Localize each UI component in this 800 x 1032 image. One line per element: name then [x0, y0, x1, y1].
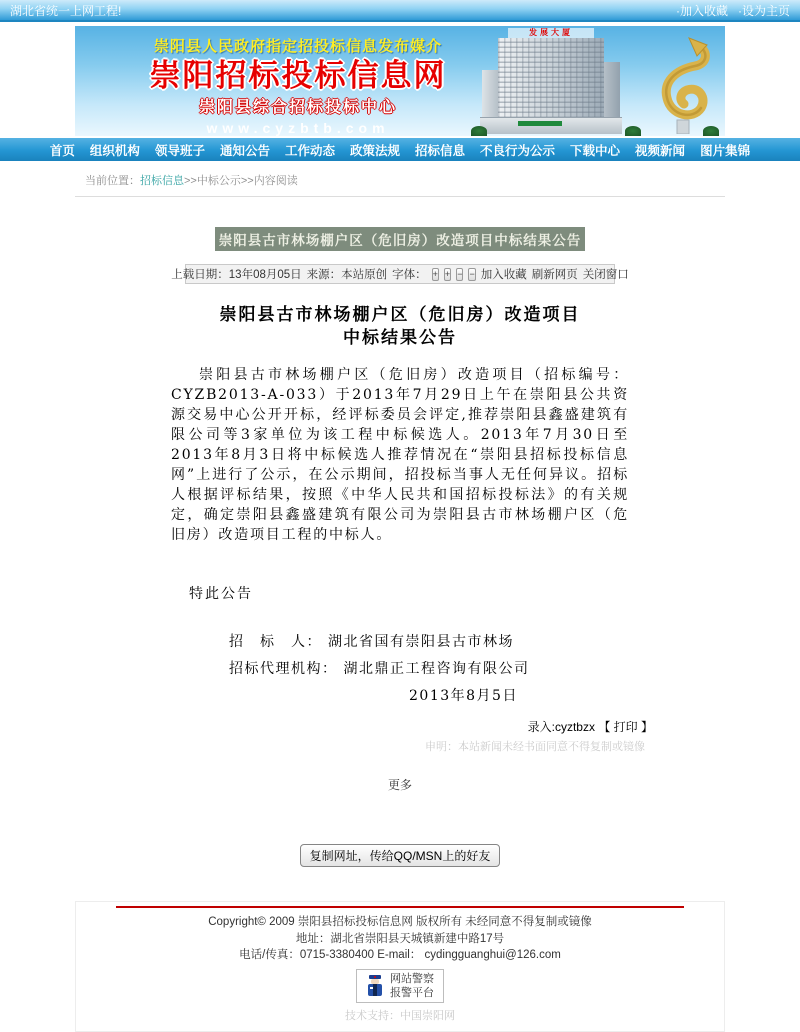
article-meta-bar: [171, 264, 629, 284]
closing-statement: 特此公告: [189, 586, 253, 602]
breadcrumb-label: 当前位置：: [85, 175, 140, 187]
main-nav: [0, 138, 800, 161]
badge-line2: 报警平台: [390, 986, 434, 999]
meta-refresh-link[interactable]: 刷新网页: [531, 269, 578, 281]
banner-text-block: [93, 35, 503, 136]
nav-item-downloads[interactable]: 下载中心: [570, 143, 621, 158]
police-officer-icon: [366, 974, 384, 998]
banner-slogan: 崇阳县人民政府指定招投标信息发布媒介: [153, 38, 442, 55]
highlighted-title-row: [75, 227, 725, 251]
article-title: [75, 304, 725, 350]
more-row: [75, 776, 725, 794]
breadcrumb-section-link[interactable]: 招标信息: [140, 175, 184, 187]
tech-support-line: 技术支持：中国崇阳网: [345, 1009, 455, 1022]
badge-line1: 网站警察: [390, 972, 434, 985]
font-smaller-icon[interactable]: −: [469, 268, 475, 279]
signature-block: [171, 629, 629, 710]
nav-item-gallery[interactable]: 图片集锦: [700, 143, 751, 158]
set-homepage-link[interactable]: ·设为主页: [738, 3, 790, 18]
copy-url-share-button[interactable]: 复制网址，传给QQ/MSN上的好友: [300, 844, 501, 867]
print-button[interactable]: 【 打印 】: [598, 720, 653, 734]
badge-text: [390, 972, 434, 1000]
signature-date: 2013年8月5日: [409, 688, 518, 704]
main-content: [75, 227, 725, 867]
nav-item-policies[interactable]: 政策法规: [349, 143, 400, 158]
entry-author: 录入:cyztbzx: [527, 720, 595, 734]
palm-tree-icon: [625, 126, 641, 136]
meta-close-window-link[interactable]: 关闭窗口: [582, 269, 629, 281]
banner-subtitle: 崇阳县综合招标投标中心: [198, 99, 397, 116]
font-size-label: 字体：: [392, 269, 427, 281]
meta-add-favorite-link[interactable]: 加入收藏: [480, 269, 527, 281]
nav-item-notices[interactable]: 通知公告: [219, 143, 270, 158]
building-sign: 发展大厦: [508, 28, 594, 38]
nav-item-home[interactable]: 首页: [49, 143, 75, 158]
nav-item-video-news[interactable]: 视频新闻: [635, 143, 686, 158]
article-source: 来源：本站原创: [306, 269, 388, 281]
website-police-badge[interactable]: [356, 969, 444, 1003]
palm-tree-icon: [471, 126, 487, 136]
building-green-sign: [518, 121, 562, 126]
zoom-in-icon[interactable]: +: [432, 268, 438, 279]
entry-line: [75, 718, 725, 735]
building-wing-right: [604, 62, 620, 118]
article-title-line1: 崇阳县古市林场棚户区（危旧房）改造项目: [219, 305, 581, 325]
nav-item-leadership[interactable]: 领导班子: [154, 143, 205, 158]
agency-line: 招标代理机构： 湖北鼎正工程咨询有限公司: [229, 661, 530, 677]
zoom-out-icon[interactable]: −: [457, 268, 463, 279]
golden-dragon-statue-icon: [647, 36, 719, 134]
footer-divider: [116, 906, 684, 908]
nav-item-bid-info[interactable]: 招标信息: [415, 143, 466, 158]
upload-date: 上载日期：13年08月05日: [171, 269, 302, 281]
province-slogan: 湖北省统一上网工程!: [10, 3, 122, 18]
footer-address: 地址：湖北省崇阳县天城镇新建中路17号: [295, 932, 505, 945]
footer-contact: 电话/传真：0715-3380400 E-mail： cydingguanghui@126.com: [239, 949, 561, 961]
nav-item-organization[interactable]: 组织机构: [89, 143, 140, 158]
more-link[interactable]: 更多: [387, 778, 412, 792]
share-row: [75, 844, 725, 867]
copy-notice: 申明：本站新闻未经书面同意不得复制或镜像: [425, 741, 645, 753]
nav-item-bad-behavior[interactable]: 不良行为公示: [480, 143, 556, 158]
add-favorite-link[interactable]: ·加入收藏: [676, 3, 728, 18]
breadcrumb-trail: >>中标公示>>内容阅读: [184, 175, 298, 187]
footer-copyright: Copyright© 2009 崇阳县招标投标信息网 版权所有 未经同意不得复制或镜像: [208, 916, 592, 928]
nav-item-work-news[interactable]: 工作动态: [284, 143, 335, 158]
article-title-line2: 中标结果公告: [343, 328, 457, 348]
font-larger-icon[interactable]: +: [444, 268, 451, 279]
building-illustration: [480, 28, 622, 134]
police-badge-row: [76, 969, 724, 1003]
top-bar-links: [676, 2, 790, 19]
highlighted-article-title: 崇阳县古市林场棚户区（危旧房）改造项目中标结果公告: [215, 227, 586, 251]
site-url: www.cyzbtb.com: [206, 120, 390, 136]
site-title: 崇阳招标投标信息网: [149, 58, 447, 93]
building-wing-left: [482, 70, 498, 118]
page-footer: [75, 901, 725, 1032]
breadcrumb: [75, 166, 725, 197]
site-banner: [75, 26, 725, 136]
building-tower: [498, 38, 604, 118]
article-body: 崇阳县古市林场棚户区（危旧房）改造项目（招标编号：CYZB2013-A-033）于2013年7月29日上午在崇阳县公共资源交易中心公开开标，经评标委员会评定,推荐崇阳县鑫盛建筑有限公司等3家单位为该工程中标候选人。2013年7月30日至2013年8月3日将中标候选人推荐情况在“崇阳县招标投标信息网”上进行了公示，在公示期间，招投标当事人无任何异议。招标人根据评标结果，按照《中华人民共和国招标投标法》的有关规定，确定崇阳县鑫盛建筑有限公司为崇阳县古市林场棚户区（危旧房）改造项目工程的中标人。: [171, 367, 629, 543]
bidder-line: 招 标 人： 湖北省国有崇阳县古市林场: [229, 634, 514, 650]
top-bar: [0, 0, 800, 22]
